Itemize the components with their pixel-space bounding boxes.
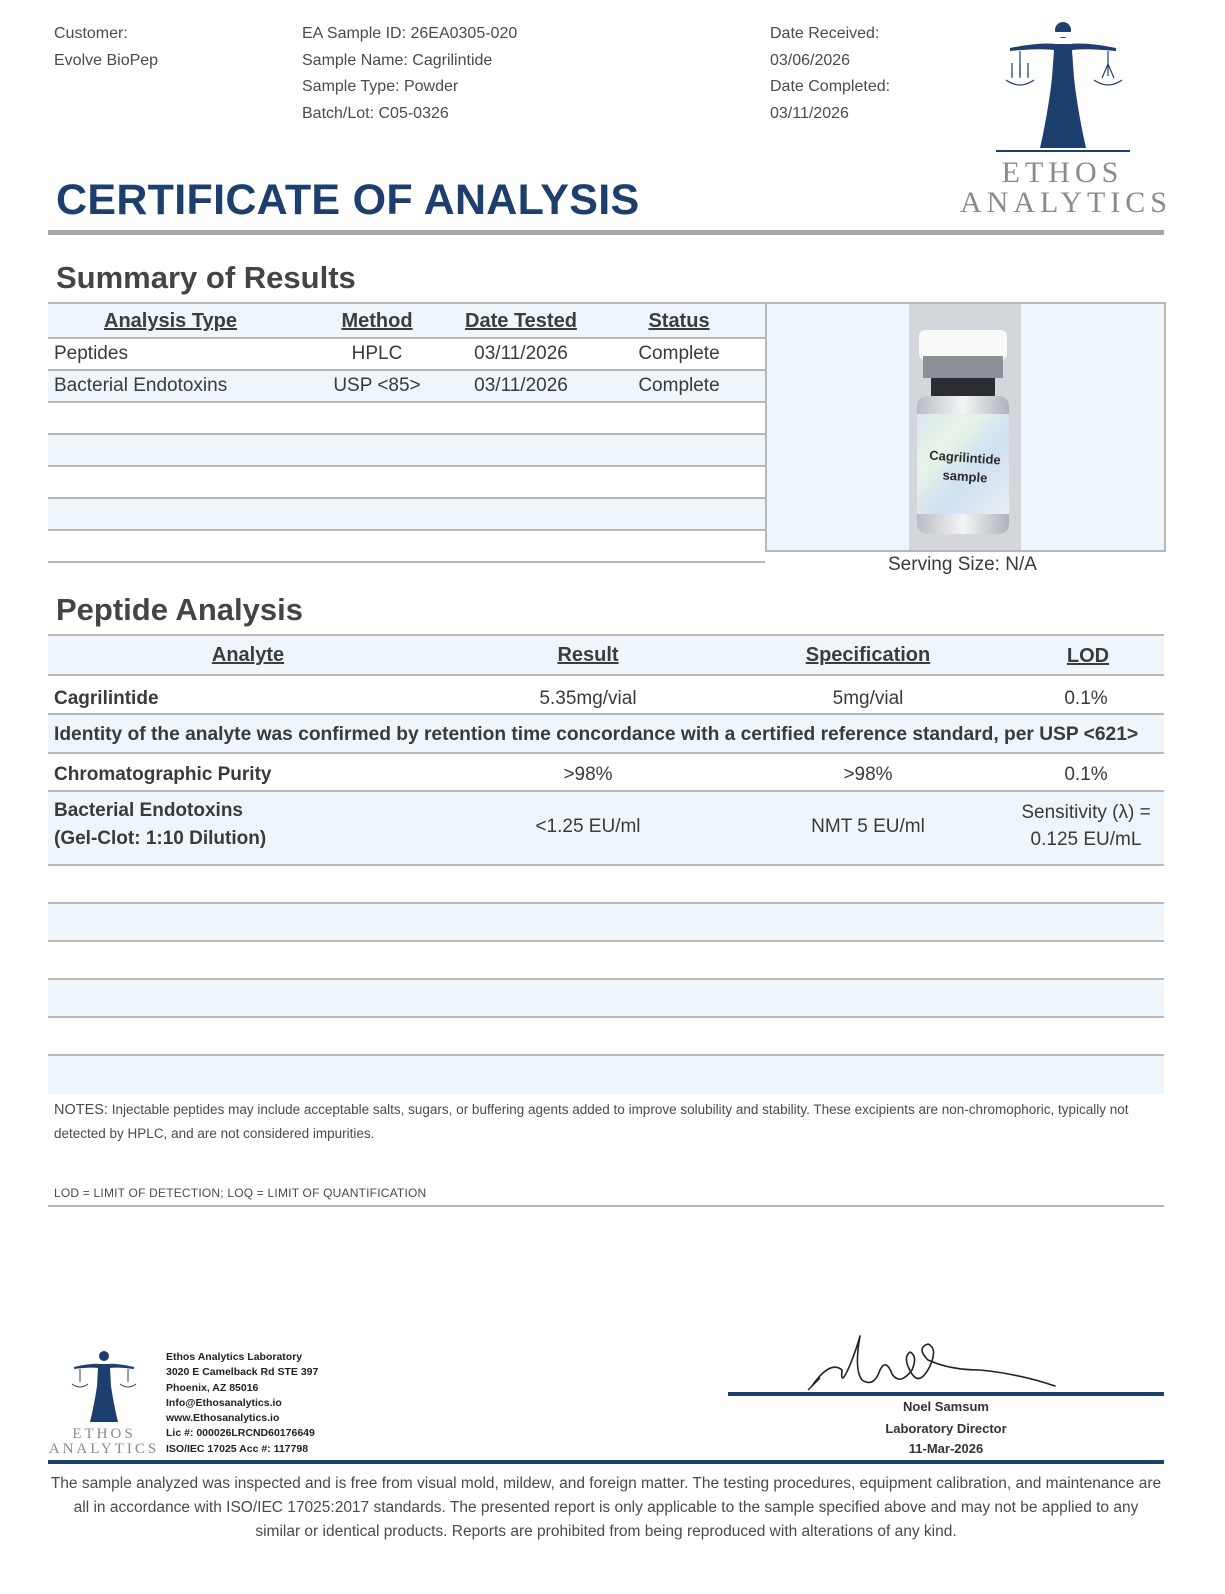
lab-email: Info@Ethosanalytics.io bbox=[166, 1396, 282, 1409]
cell-result: <1.25 EU/ml bbox=[535, 816, 641, 837]
table-row bbox=[48, 339, 765, 371]
table-row bbox=[48, 754, 1164, 792]
cell-method: USP <85> bbox=[333, 375, 421, 396]
cell-analyte: Chromatographic Purity bbox=[54, 764, 272, 785]
signature-line bbox=[728, 1392, 1164, 1396]
empty-row bbox=[48, 467, 765, 499]
identity-statement: Identity of the analyte was confirmed by retention time concordance with a certified reference standard, per USP <621> bbox=[54, 724, 1139, 745]
peptide-table bbox=[48, 634, 1164, 1098]
vial-label-line1: Cagrilintide bbox=[928, 447, 1002, 468]
col-analysis-type: Analysis Type bbox=[104, 310, 238, 332]
sample-name: Sample Name: Cagrilintide bbox=[302, 51, 493, 69]
empty-row bbox=[48, 403, 765, 435]
summary-table bbox=[48, 302, 765, 563]
logo-text-analytics: ANALYTICS bbox=[960, 186, 1172, 219]
summary-heading: Summary of Results bbox=[56, 260, 356, 295]
logo-text-ethos: ETHOS bbox=[1001, 156, 1124, 189]
cell-lod: 0.1% bbox=[1064, 688, 1108, 709]
cell-method: HPLC bbox=[351, 343, 403, 364]
cell-date: 03/11/2026 bbox=[474, 343, 568, 364]
page-title: CERTIFICATE OF ANALYSIS bbox=[56, 176, 640, 224]
lab-license: Lic #: 000026LRCND60176649 bbox=[166, 1427, 315, 1440]
signer-role: Laboratory Director bbox=[885, 1421, 1007, 1436]
cell-analyte-sub: (Gel-Clot: 1:10 Dilution) bbox=[54, 828, 267, 849]
date-completed-label: Date Completed: bbox=[770, 78, 891, 95]
cell-result: 5.35mg/vial bbox=[539, 688, 637, 709]
lab-name: Ethos Analytics Laboratory bbox=[166, 1351, 303, 1363]
date-completed: 03/11/2026 bbox=[770, 104, 849, 122]
col-status: Status bbox=[648, 310, 710, 332]
empty-row bbox=[48, 1056, 1164, 1094]
col-date-tested: Date Tested bbox=[465, 310, 577, 332]
date-received-label: Date Received: bbox=[770, 25, 880, 42]
col-result: Result bbox=[557, 644, 619, 666]
empty-row bbox=[48, 904, 1164, 942]
vial-icon bbox=[909, 304, 1021, 550]
identity-row bbox=[48, 715, 1164, 754]
table-row bbox=[48, 792, 1164, 866]
peptide-heading: Peptide Analysis bbox=[56, 592, 303, 627]
customer-label: Customer: bbox=[54, 25, 128, 42]
empty-row bbox=[48, 499, 765, 531]
cell-spec: NMT 5 EU/ml bbox=[811, 816, 925, 837]
cell-spec: 5mg/vial bbox=[832, 688, 904, 709]
sample-type: Sample Type: Powder bbox=[302, 78, 459, 95]
sample-vial-photo bbox=[909, 304, 1021, 550]
sample-info-block bbox=[302, 21, 517, 127]
serving-size: Serving Size: N/A bbox=[888, 554, 1037, 575]
notes bbox=[54, 1098, 1164, 1146]
col-method: Method bbox=[341, 310, 413, 332]
ethos-logo bbox=[960, 18, 1172, 223]
signature-date: 11-Mar-2026 bbox=[908, 1441, 984, 1456]
empty-row bbox=[48, 435, 765, 467]
signer-name: Noel Samsum bbox=[903, 1399, 989, 1414]
col-lod: LOD bbox=[1066, 645, 1110, 667]
summary-section bbox=[48, 302, 1164, 550]
disclaimer: The sample analyzed was inspected and is free from visual mold, mildew, and foreign matter. The testing procedures, equipment calibration, and maintenance are all in accordance with ISO/IEC 17025:2017 standards. The presented report is only applicable to the sample specified above and may not be applied to any similar or identical products. Reports are prohibited from being reproduced with alterations of any kind. bbox=[50, 1475, 1162, 1540]
peptide-header-row bbox=[48, 636, 1164, 676]
cell-lod: 0.1% bbox=[1064, 764, 1108, 785]
cell-result: >98% bbox=[563, 764, 613, 785]
cell-date: 03/11/2026 bbox=[474, 375, 568, 396]
batch-lot: Batch/Lot: C05-0326 bbox=[302, 104, 449, 122]
customer-value: Evolve BioPep bbox=[54, 51, 159, 69]
cell-status: Complete bbox=[638, 343, 720, 364]
footer-logo-ethos: ETHOS bbox=[72, 1426, 136, 1442]
empty-row bbox=[48, 531, 765, 563]
lab-address-line1: 3020 E Camelback Rd STE 397 bbox=[166, 1366, 319, 1379]
vial-label-line2: sample bbox=[942, 467, 988, 486]
lab-address-line2: Phoenix, AZ 85016 bbox=[166, 1381, 259, 1394]
lab-iso: ISO/IEC 17025 Acc #: 117798 bbox=[166, 1442, 309, 1455]
cell-analyte: Cagrilintide bbox=[54, 688, 159, 709]
sample-id: EA Sample ID: 26EA0305-020 bbox=[302, 25, 518, 42]
signature-image bbox=[800, 1330, 1070, 1396]
cell-type: Bacterial Endotoxins bbox=[54, 375, 228, 396]
cell-lod-sub: 0.125 EU/mL bbox=[1030, 829, 1142, 850]
col-analyte: Analyte bbox=[211, 644, 285, 666]
footer-logo bbox=[48, 1348, 160, 1458]
table-row bbox=[48, 676, 1164, 715]
lod-definition: LOD = LIMIT OF DETECTION; LOQ = LIMIT OF QUANTIFICATION bbox=[54, 1186, 427, 1200]
summary-header-row bbox=[48, 302, 765, 339]
justice-figure-icon bbox=[960, 18, 1165, 158]
lab-address bbox=[166, 1350, 318, 1457]
footer-divider bbox=[48, 1460, 1164, 1464]
cell-type: Peptides bbox=[54, 343, 128, 364]
empty-row bbox=[48, 980, 1164, 1018]
date-received: 03/06/2026 bbox=[770, 51, 851, 69]
col-specification: Specification bbox=[805, 644, 931, 666]
title-divider bbox=[48, 230, 1164, 235]
empty-row bbox=[48, 1018, 1164, 1056]
empty-row bbox=[48, 866, 1164, 904]
lab-website: www.Ethosanalytics.io bbox=[166, 1412, 280, 1425]
dates-block bbox=[770, 21, 890, 127]
notes-label: NOTES: bbox=[54, 1102, 108, 1118]
footer-logo-analytics: ANALYTICS bbox=[48, 1441, 160, 1457]
cell-lod: Sensitivity (λ) = bbox=[1021, 802, 1151, 823]
table-row bbox=[48, 371, 765, 403]
empty-row bbox=[48, 942, 1164, 980]
cell-spec: >98% bbox=[843, 764, 893, 785]
justice-figure-icon bbox=[48, 1348, 160, 1428]
sample-image-panel bbox=[765, 302, 1166, 552]
customer-block bbox=[54, 21, 158, 74]
cell-status: Complete bbox=[638, 375, 720, 396]
notes-divider bbox=[48, 1205, 1164, 1207]
notes-text: Injectable peptides may include acceptable salts, sugars, or buffering agents added to improve solubility and stability. These excipients are non-chromophoric, typically not detected by HPLC, and are not considered impurities. bbox=[54, 1102, 1129, 1141]
cell-analyte: Bacterial Endotoxins bbox=[54, 800, 243, 821]
